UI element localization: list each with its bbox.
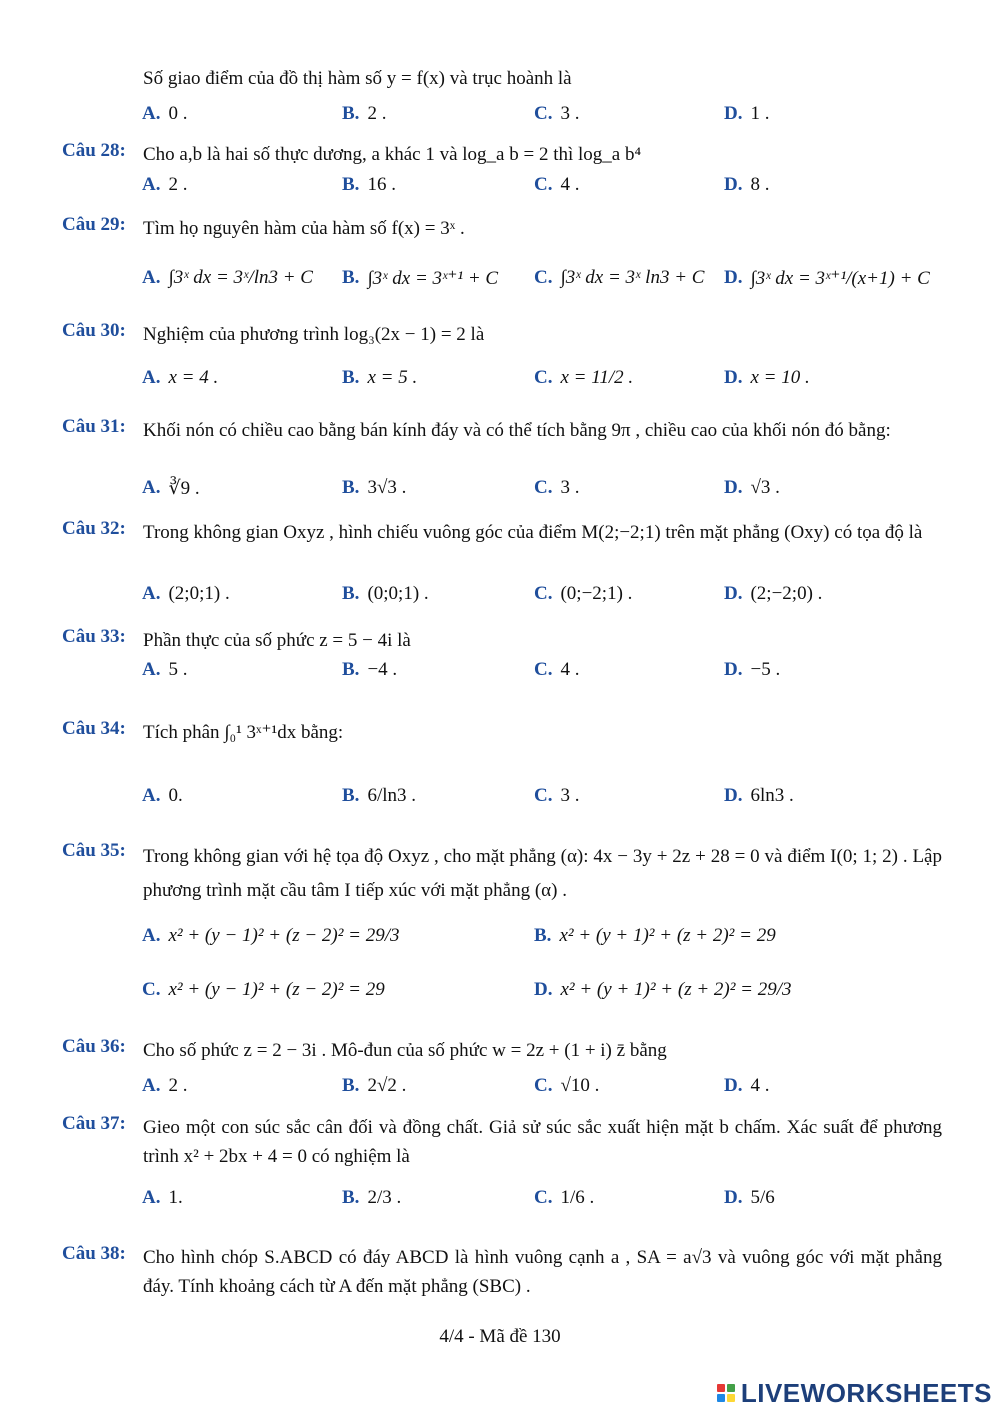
options-28: [142, 165, 1000, 205]
options-37: [142, 1178, 1000, 1218]
mark-square-icon: [717, 1384, 725, 1392]
options-29: [142, 258, 1000, 298]
question-text: Gieo một con súc sắc cân đối và đồng chất. Giả sử súc sắc xuất hiện mặt b chấm. Xác suất để phương trình x² + 2bx + 4 = 0 có nghiệm là: [143, 1117, 942, 1167]
question-text: Phần thực của số phức z = 5 − 4i là: [143, 630, 411, 651]
liveworksheets-logo[interactable]: [717, 1378, 992, 1408]
question-text: Trong không gian với hệ tọa độ Oxyz , cho mặt phẳng (α): 4x − 3y + 2z + 28 = 0 và điểm I(0; 1; 2) . Lập phương trình mặt cầu tâm I tiếp xúc với mặt phẳng (α) .: [143, 846, 942, 901]
question-text: Khối nón có chiều cao bằng bán kính đáy và có thể tích bằng 9π , chiều cao của khối nón đó bằng:: [143, 420, 891, 441]
option-b[interactable]: B. 2 .: [342, 103, 387, 124]
option-d[interactable]: D. 8 .: [724, 174, 770, 195]
brand-name: LIVEWORKSHEETS: [740, 1377, 992, 1408]
options-35-row2: [142, 970, 1000, 1010]
question-number: Câu 34:: [62, 718, 126, 739]
option-a[interactable]: A. 1.: [142, 1187, 183, 1208]
question-34: [62, 718, 942, 747]
question-text: Cho số phức z = 2 − 3i . Mô-đun của số phức w = 2z + (1 + i) z̄ bằng: [143, 1040, 667, 1061]
option-a[interactable]: A. 0.: [142, 785, 183, 806]
option-b[interactable]: B. (0;0;1) .: [342, 583, 429, 604]
question-intro: [62, 64, 942, 93]
options-intro: [142, 94, 1000, 134]
option-c[interactable]: C. x² + (y − 1)² + (z − 2)² = 29: [142, 979, 385, 1000]
question-number: Câu 38:: [62, 1243, 126, 1264]
options-31: [142, 468, 1000, 508]
option-c[interactable]: C. 3 .: [534, 103, 580, 124]
question-number: Câu 32:: [62, 518, 126, 539]
option-d[interactable]: D. √3 .: [724, 477, 780, 498]
option-a[interactable]: A. ∫3ˣ dx = 3ˣ/ln3 + C: [142, 267, 313, 288]
option-c[interactable]: C. x = 11/2 .: [534, 367, 634, 388]
option-a[interactable]: A. x = 4 .: [142, 367, 219, 388]
options-32: [142, 574, 1000, 614]
question-35: [62, 840, 942, 908]
page-footer: 4/4 - Mã đề 130: [439, 1326, 561, 1347]
question-text: Trong không gian Oxyz , hình chiếu vuông góc của điểm M(2;−2;1) trên mặt phẳng (Oxy) có tọa độ là: [143, 522, 923, 543]
option-a[interactable]: A. ∛9 .: [142, 477, 200, 499]
option-b[interactable]: B. x = 5 .: [342, 367, 418, 388]
option-d[interactable]: D. 1 .: [724, 103, 770, 124]
option-c[interactable]: C. (0;−2;1) .: [534, 583, 633, 604]
option-a[interactable]: A. x² + (y − 1)² + (z − 2)² = 29/3: [142, 925, 400, 946]
options-30: [142, 358, 1000, 398]
option-b[interactable]: B. 2√2 .: [342, 1075, 407, 1096]
option-d[interactable]: D. −5 .: [724, 659, 781, 680]
option-b[interactable]: B. 16 .: [342, 174, 396, 195]
question-text: Nghiệm của phương trình log₃(2x − 1) = 2 là: [143, 324, 485, 345]
options-34: [142, 776, 1000, 816]
question-36: [62, 1036, 942, 1065]
options-35-row1: [142, 916, 1000, 956]
liveworksheets-mark-icon: [717, 1384, 735, 1402]
option-b[interactable]: B. −4 .: [342, 659, 398, 680]
question-31: [62, 416, 942, 445]
option-a[interactable]: A. 0 .: [142, 103, 188, 124]
question-30: [62, 320, 942, 349]
option-c[interactable]: C. √10 .: [534, 1075, 600, 1096]
question-38: [62, 1243, 942, 1301]
question-text: Tìm họ nguyên hàm của hàm số f(x) = 3ˣ .: [143, 218, 465, 239]
question-number: Câu 36:: [62, 1036, 126, 1057]
question-text: Cho a,b là hai số thực dương, a khác 1 và log_a b = 2 thì log_a b⁴: [143, 144, 642, 165]
option-d[interactable]: D. 5/6: [724, 1187, 775, 1208]
options-33: [142, 650, 1000, 690]
option-b[interactable]: B. x² + (y + 1)² + (z + 2)² = 29: [534, 925, 776, 946]
question-32: [62, 518, 942, 547]
option-c[interactable]: C. ∫3ˣ dx = 3ˣ ln3 + C: [534, 267, 705, 288]
question-number: Câu 35:: [62, 840, 126, 861]
question-number: Câu 29:: [62, 214, 126, 235]
options-36: [142, 1066, 1000, 1106]
option-d[interactable]: D. x² + (y + 1)² + (z + 2)² = 29/3: [534, 979, 792, 1000]
question-number: Câu 33:: [62, 626, 126, 647]
option-d[interactable]: D. 6ln3 .: [724, 785, 794, 806]
option-a[interactable]: A. (2;0;1) .: [142, 583, 230, 604]
question-number: Câu 28:: [62, 140, 126, 161]
option-a[interactable]: A. 2 .: [142, 174, 188, 195]
question-37: [62, 1113, 942, 1171]
option-c[interactable]: C. 4 .: [534, 174, 580, 195]
question-text: Số giao điểm của đồ thị hàm số y = f(x) và trục hoành là: [143, 68, 572, 89]
question-number: Câu 37:: [62, 1113, 126, 1134]
question-number: Câu 31:: [62, 416, 126, 437]
option-b[interactable]: B. ∫3ˣ dx = 3ˣ⁺¹ + C: [342, 267, 499, 289]
option-b[interactable]: B. 3√3 .: [342, 477, 407, 498]
option-d[interactable]: D. ∫3ˣ dx = 3ˣ⁺¹/(x+1) + C: [724, 267, 930, 289]
mark-square-icon: [727, 1384, 735, 1392]
option-b[interactable]: B. 2/3 .: [342, 1187, 402, 1208]
option-d[interactable]: D. x = 10 .: [724, 367, 810, 388]
option-a[interactable]: A. 2 .: [142, 1075, 188, 1096]
option-c[interactable]: C. 4 .: [534, 659, 580, 680]
question-number: Câu 30:: [62, 320, 126, 341]
option-b[interactable]: B. 6/ln3 .: [342, 785, 416, 806]
option-d[interactable]: D. (2;−2;0) .: [724, 583, 823, 604]
option-d[interactable]: D. 4 .: [724, 1075, 770, 1096]
option-c[interactable]: C. 3 .: [534, 477, 580, 498]
question-text: Cho hình chóp S.ABCD có đáy ABCD là hình vuông cạnh a , SA = a√3 và vuông góc với mặt phẳng đáy. Tính khoảng cách từ A đến mặt phẳng (SBC) .: [143, 1247, 942, 1297]
mark-square-icon: [717, 1394, 725, 1402]
mark-square-icon: [727, 1394, 735, 1402]
option-c[interactable]: C. 3 .: [534, 785, 580, 806]
question-29: [62, 214, 942, 243]
option-a[interactable]: A. 5 .: [142, 659, 188, 680]
option-c[interactable]: C. 1/6 .: [534, 1187, 595, 1208]
question-text: Tích phân ∫₀¹ 3ˣ⁺¹dx bằng:: [143, 722, 344, 743]
